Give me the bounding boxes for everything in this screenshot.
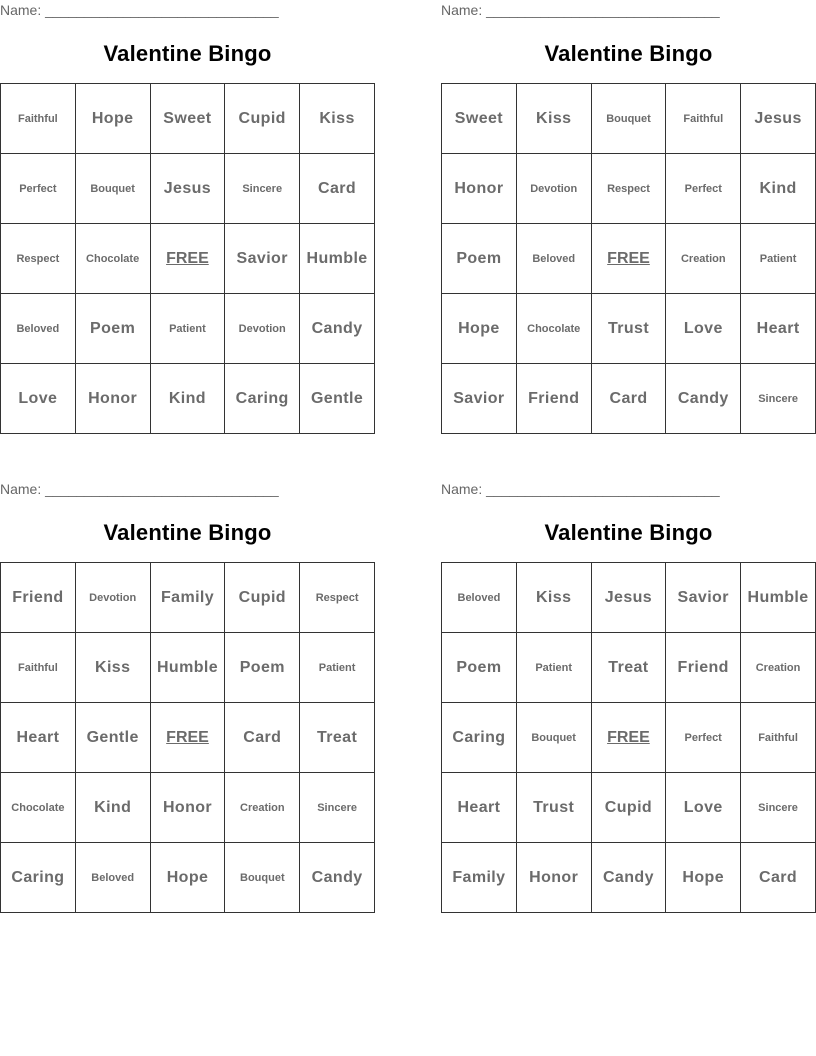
bingo-cell: Friend xyxy=(516,364,591,434)
bingo-cell: Kiss xyxy=(75,633,150,703)
bingo-cell: Chocolate xyxy=(75,224,150,294)
bingo-cell: Heart xyxy=(442,773,517,843)
bingo-cell: Devotion xyxy=(225,294,300,364)
bingo-cell: Card xyxy=(300,154,375,224)
bingo-cell: Love xyxy=(1,364,76,434)
bingo-cell: Kiss xyxy=(516,84,591,154)
bingo-cell: Chocolate xyxy=(516,294,591,364)
bingo-cell: Sincere xyxy=(300,773,375,843)
bingo-cell: Caring xyxy=(442,703,517,773)
bingo-cell: Faithful xyxy=(1,84,76,154)
bingo-cell: Treat xyxy=(591,633,666,703)
bingo-cell: Candy xyxy=(300,294,375,364)
bingo-cell: Beloved xyxy=(75,843,150,913)
bingo-cell: Bouquet xyxy=(516,703,591,773)
bingo-cell: Patient xyxy=(150,294,225,364)
bingo-cell: Cupid xyxy=(225,563,300,633)
bingo-cell: Cupid xyxy=(591,773,666,843)
bingo-cell: Beloved xyxy=(1,294,76,364)
bingo-cell: Respect xyxy=(591,154,666,224)
bingo-cell: Candy xyxy=(300,843,375,913)
bingo-cell: Caring xyxy=(1,843,76,913)
name-field-label: Name: ______________________________ xyxy=(441,2,720,18)
bingo-cell: Jesus xyxy=(591,563,666,633)
bingo-cell: Devotion xyxy=(75,563,150,633)
bingo-cell: Honor xyxy=(75,364,150,434)
bingo-cell: Love xyxy=(666,294,741,364)
bingo-cell: Gentle xyxy=(75,703,150,773)
bingo-cell: Sweet xyxy=(442,84,517,154)
bingo-grid xyxy=(0,83,375,434)
bingo-cell: Hope xyxy=(75,84,150,154)
bingo-cell: Cupid xyxy=(225,84,300,154)
bingo-cell: Bouquet xyxy=(75,154,150,224)
bingo-cell: Jesus xyxy=(741,84,816,154)
bingo-cell: Sweet xyxy=(150,84,225,154)
bingo-cell: Heart xyxy=(1,703,76,773)
bingo-cell: Faithful xyxy=(741,703,816,773)
bingo-cell: Patient xyxy=(300,633,375,703)
bingo-cell: Devotion xyxy=(516,154,591,224)
free-space-cell: FREE xyxy=(150,224,225,294)
bingo-cell: Treat xyxy=(300,703,375,773)
free-space-cell: FREE xyxy=(591,703,666,773)
bingo-cell: Bouquet xyxy=(225,843,300,913)
bingo-cell: Poem xyxy=(225,633,300,703)
card-title: Valentine Bingo xyxy=(544,41,713,66)
bingo-cell: Savior xyxy=(442,364,517,434)
free-space-cell: FREE xyxy=(591,224,666,294)
bingo-cell: Card xyxy=(225,703,300,773)
name-field-label: Name: ______________________________ xyxy=(441,481,720,497)
bingo-cell: Sincere xyxy=(741,364,816,434)
bingo-cell: Honor xyxy=(442,154,517,224)
bingo-cell: Gentle xyxy=(300,364,375,434)
bingo-cell: Love xyxy=(666,773,741,843)
bingo-cell: Perfect xyxy=(1,154,76,224)
card-title: Valentine Bingo xyxy=(103,520,272,545)
bingo-cell: Savior xyxy=(666,563,741,633)
bingo-cell: Trust xyxy=(516,773,591,843)
bingo-cell: Savior xyxy=(225,224,300,294)
bingo-cell: Bouquet xyxy=(591,84,666,154)
bingo-cell: Respect xyxy=(300,563,375,633)
bingo-grid xyxy=(441,83,816,434)
bingo-cell: Candy xyxy=(591,843,666,913)
bingo-cell: Humble xyxy=(300,224,375,294)
bingo-cell: Friend xyxy=(1,563,76,633)
bingo-cell: Family xyxy=(442,843,517,913)
bingo-cell: Kiss xyxy=(300,84,375,154)
bingo-cell: Kind xyxy=(741,154,816,224)
card-title: Valentine Bingo xyxy=(544,520,713,545)
bingo-cell: Candy xyxy=(666,364,741,434)
bingo-cell: Beloved xyxy=(442,563,517,633)
bingo-cell: Patient xyxy=(516,633,591,703)
bingo-cell: Hope xyxy=(442,294,517,364)
bingo-cell: Poem xyxy=(442,633,517,703)
bingo-cell: Card xyxy=(591,364,666,434)
bingo-cell: Friend xyxy=(666,633,741,703)
name-field-label: Name: ______________________________ xyxy=(0,2,279,18)
bingo-cell: Sincere xyxy=(225,154,300,224)
free-space-cell: FREE xyxy=(150,703,225,773)
bingo-cell: Poem xyxy=(442,224,517,294)
bingo-cell: Sincere xyxy=(741,773,816,843)
bingo-cell: Trust xyxy=(591,294,666,364)
bingo-cell: Hope xyxy=(666,843,741,913)
bingo-cell: Poem xyxy=(75,294,150,364)
bingo-cell: Kiss xyxy=(516,563,591,633)
bingo-grid xyxy=(0,562,375,913)
bingo-cell: Honor xyxy=(516,843,591,913)
bingo-cell: Patient xyxy=(741,224,816,294)
bingo-cell: Creation xyxy=(741,633,816,703)
bingo-cell: Perfect xyxy=(666,154,741,224)
card-title: Valentine Bingo xyxy=(103,41,272,66)
bingo-cell: Family xyxy=(150,563,225,633)
bingo-cell: Perfect xyxy=(666,703,741,773)
bingo-cell: Heart xyxy=(741,294,816,364)
bingo-cell: Kind xyxy=(150,364,225,434)
bingo-cell: Humble xyxy=(741,563,816,633)
bingo-grid xyxy=(441,562,816,913)
bingo-cell: Beloved xyxy=(516,224,591,294)
bingo-cell: Jesus xyxy=(150,154,225,224)
bingo-cell: Kind xyxy=(75,773,150,843)
bingo-cell: Faithful xyxy=(666,84,741,154)
bingo-cell: Creation xyxy=(225,773,300,843)
bingo-cell: Card xyxy=(741,843,816,913)
bingo-cell: Honor xyxy=(150,773,225,843)
bingo-cell: Humble xyxy=(150,633,225,703)
bingo-cell: Respect xyxy=(1,224,76,294)
bingo-cell: Creation xyxy=(666,224,741,294)
bingo-cell: Caring xyxy=(225,364,300,434)
name-field-label: Name: ______________________________ xyxy=(0,481,279,497)
bingo-cell: Faithful xyxy=(1,633,76,703)
bingo-cell: Chocolate xyxy=(1,773,76,843)
bingo-cell: Hope xyxy=(150,843,225,913)
